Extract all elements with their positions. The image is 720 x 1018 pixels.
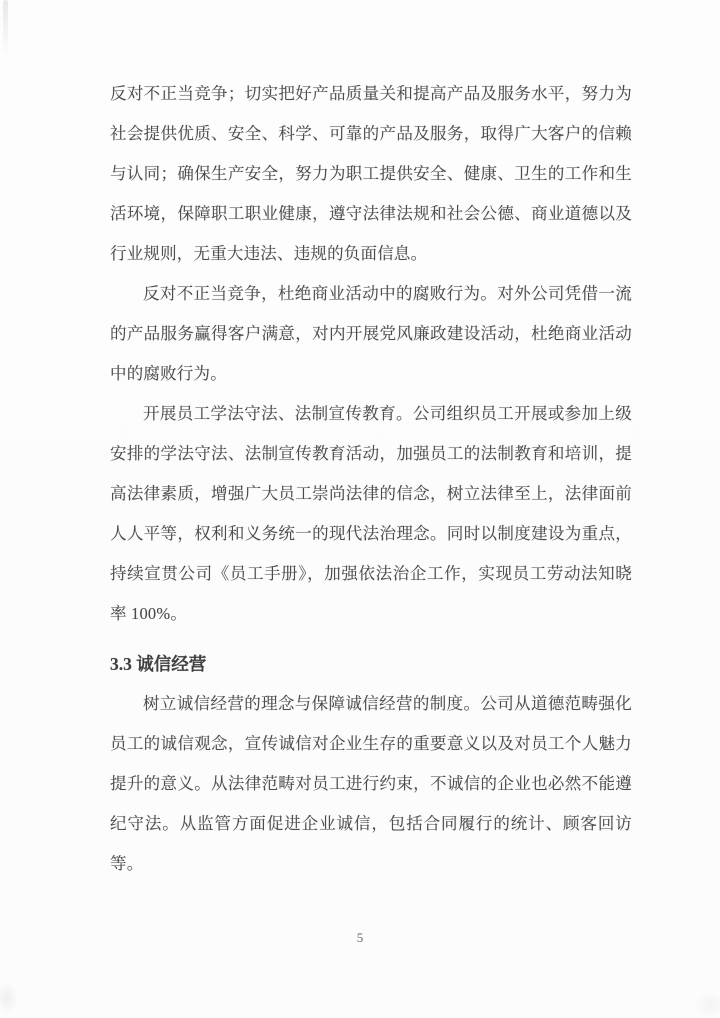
document-body xyxy=(110,74,632,884)
scan-artifact-streak xyxy=(3,0,8,58)
paragraph-legal-education: 开展员工学法守法、法制宣传教育。公司组织员工开展或参加上级安排的学法守法、法制宣传教育活动，加强员工的法制教育和培训，提高法律素质，增强广大员工崇尚法律的信念，树立法律至上，法律面前人人平等，权利和义务统一的现代法治理念。同时以制度建设为重点，持续宣贯公司《员工手册》，加强依法治企工作，实现员工劳动法知晓率 100%。 xyxy=(110,404,632,623)
paragraph-anti-competition-quality: 反对不正当竞争；切实把好产品质量关和提高产品及服务水平，努力为社会提供优质、安全、科学、可靠的产品及服务，取得广大客户的信赖与认同；确保生产安全，努力为职工提供安全、健康、卫生的工作和生活环境，保障职工职业健康，遵守法律法规和社会公德、商业道德以及行业规则，无重大违法、违规的负面信息。 xyxy=(110,84,632,263)
scan-artifact-smudge-left xyxy=(0,982,18,1014)
page-number: 5 xyxy=(356,930,364,945)
paragraph-integrity-management: 树立诚信经营的理念与保障诚信经营的制度。公司从道德范畴强化员工的诚信观念，宣传诚信对企业生存的重要意义以及对员工个人魅力提升的意义。从法律范畴对员工进行约束，不诚信的企业也必然不能遵纪守法。从监管方面促进企业诚信，包括合同履行的统计、顾客回访等。 xyxy=(110,694,632,873)
paragraph-anti-corruption: 反对不正当竞争，杜绝商业活动中的腐败行为。对外公司凭借一流的产品服务赢得客户满意，对内开展党风廉政建设活动，杜绝商业活动中的腐败行为。 xyxy=(110,284,632,383)
section-heading-integrity-management: 3.3 诚信经营 xyxy=(110,654,207,674)
scan-artifact-smudge-right xyxy=(694,992,720,1018)
